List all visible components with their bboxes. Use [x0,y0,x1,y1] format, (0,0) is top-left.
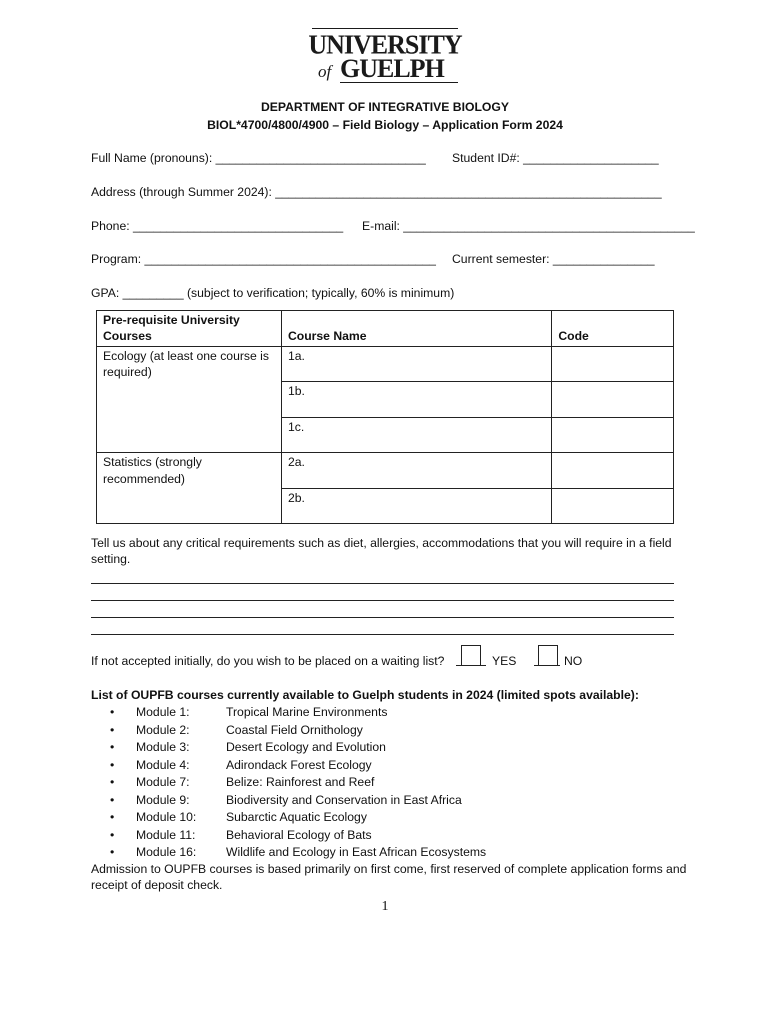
logo-guelph-text: GUELPH [340,54,444,83]
course-name-header [281,311,551,347]
code-2a[interactable] [552,453,674,488]
code-1a[interactable] [552,346,674,381]
full-name-field[interactable]: Full Name (pronouns): _______________________________ [91,151,426,165]
module-number: Module 10: [136,810,197,824]
bullet-icon: • [110,722,115,737]
form-title: BIOL*4700/4800/4900 – Field Biology – Application Form 2024 [207,118,563,132]
bullet-icon: • [110,775,115,789]
phone-field[interactable]: Phone: _______________________________ [91,219,344,233]
module-number: Module 7: [136,775,190,789]
module-title: Desert Ecology and Evolution [226,740,386,754]
current-semester-field[interactable]: Current semester: _______________ [452,252,655,266]
prerequisite-courses-table [96,310,674,524]
bullet-icon: • [110,792,115,807]
logo-line-two [318,56,468,84]
prerequisite-header: Pre-requisite University Courses [97,311,282,347]
requirements-prompt: Tell us about any critical requirements such as diet, allergies, accommodations that you will require in a field setting. [91,536,672,567]
bullet-icon: • [110,827,115,842]
logo-of-text: of [318,62,332,81]
table-header-row [97,311,674,347]
module-title: Wildlife and Ecology in East African Ecosystems [226,845,487,859]
course-name-1b[interactable]: 1b. [281,382,551,417]
bullet-icon: • [110,810,115,824]
program-field[interactable]: Program: ___________________________________________ [91,252,436,266]
module-title: Subarctic Aquatic Ecology [226,810,367,824]
course-name-header-label: Course Name [287,329,367,343]
bullet-icon: • [110,757,115,772]
module-number: Module 4: [136,757,190,772]
module-title: Biodiversity and Conservation in East Africa [226,792,462,807]
page-number: 1 [381,899,389,914]
yes-checkbox-base [456,665,486,666]
table-row [97,346,674,381]
email-field[interactable]: E-mail: ___________________________________________ [362,219,695,233]
module-number: Module 9: [136,792,190,807]
module-title: Tropical Marine Environments [226,705,388,719]
ecology-label: Ecology (at least one course is required) [97,346,282,452]
module-number: Module 16: [136,845,197,859]
code-header-label: Code [558,329,589,343]
logo-rule-bottom [340,82,458,83]
logo-university-text: UNIVERSITY [308,29,462,60]
admission-note: Admission to OUPFB courses is based primarily on first come, first reserved of complete application forms and receipt of deposit check. [91,862,687,893]
module-title: Belize: Rainforest and Reef [226,775,375,789]
requirements-line-4[interactable] [91,634,674,635]
no-checkbox[interactable] [538,645,558,665]
module-title: Coastal Field Ornithology [226,722,363,737]
module-number: Module 1: [136,705,190,719]
table-row [97,453,674,488]
statistics-label: Statistics (strongly recommended) [97,453,282,524]
waiting-list-question: If not accepted initially, do you wish to be placed on a waiting list? [91,654,445,668]
module-title: Adirondack Forest Ecology [226,757,372,772]
bullet-icon: • [110,705,115,719]
university-logo [300,28,470,86]
course-name-1c[interactable]: 1c. [281,417,551,452]
code-1b[interactable] [552,382,674,417]
module-number: Module 2: [136,722,190,737]
code-2b[interactable] [552,488,674,523]
course-list-heading: List of OUPFB courses currently available to Guelph students in 2024 (limited spots available): [91,688,639,702]
code-1c[interactable] [552,417,674,452]
module-number: Module 3: [136,740,190,754]
gpa-field[interactable]: GPA: _________ (subject to verification; typically, 60% is minimum) [91,286,455,300]
requirements-line-2[interactable] [91,600,674,601]
bullet-icon: • [110,845,115,859]
yes-checkbox[interactable] [461,645,481,665]
student-id-field[interactable]: Student ID#: ____________________ [452,151,659,165]
no-label: NO [564,654,583,668]
module-title: Behavioral Ecology of Bats [226,827,372,842]
course-name-2a[interactable]: 2a. [281,453,551,488]
requirements-line-1[interactable] [91,583,674,584]
address-field[interactable]: Address (through Summer 2024): _________________________________________________________ [91,185,662,199]
bullet-icon: • [110,740,115,754]
department-heading: DEPARTMENT OF INTEGRATIVE BIOLOGY [260,100,510,114]
code-header [552,311,674,347]
module-number: Module 11: [136,827,196,842]
requirements-line-3[interactable] [91,617,674,618]
course-name-1a[interactable]: 1a. [281,346,551,381]
course-name-2b[interactable]: 2b. [281,488,551,523]
yes-label: YES [492,654,517,668]
no-checkbox-base [534,665,560,666]
